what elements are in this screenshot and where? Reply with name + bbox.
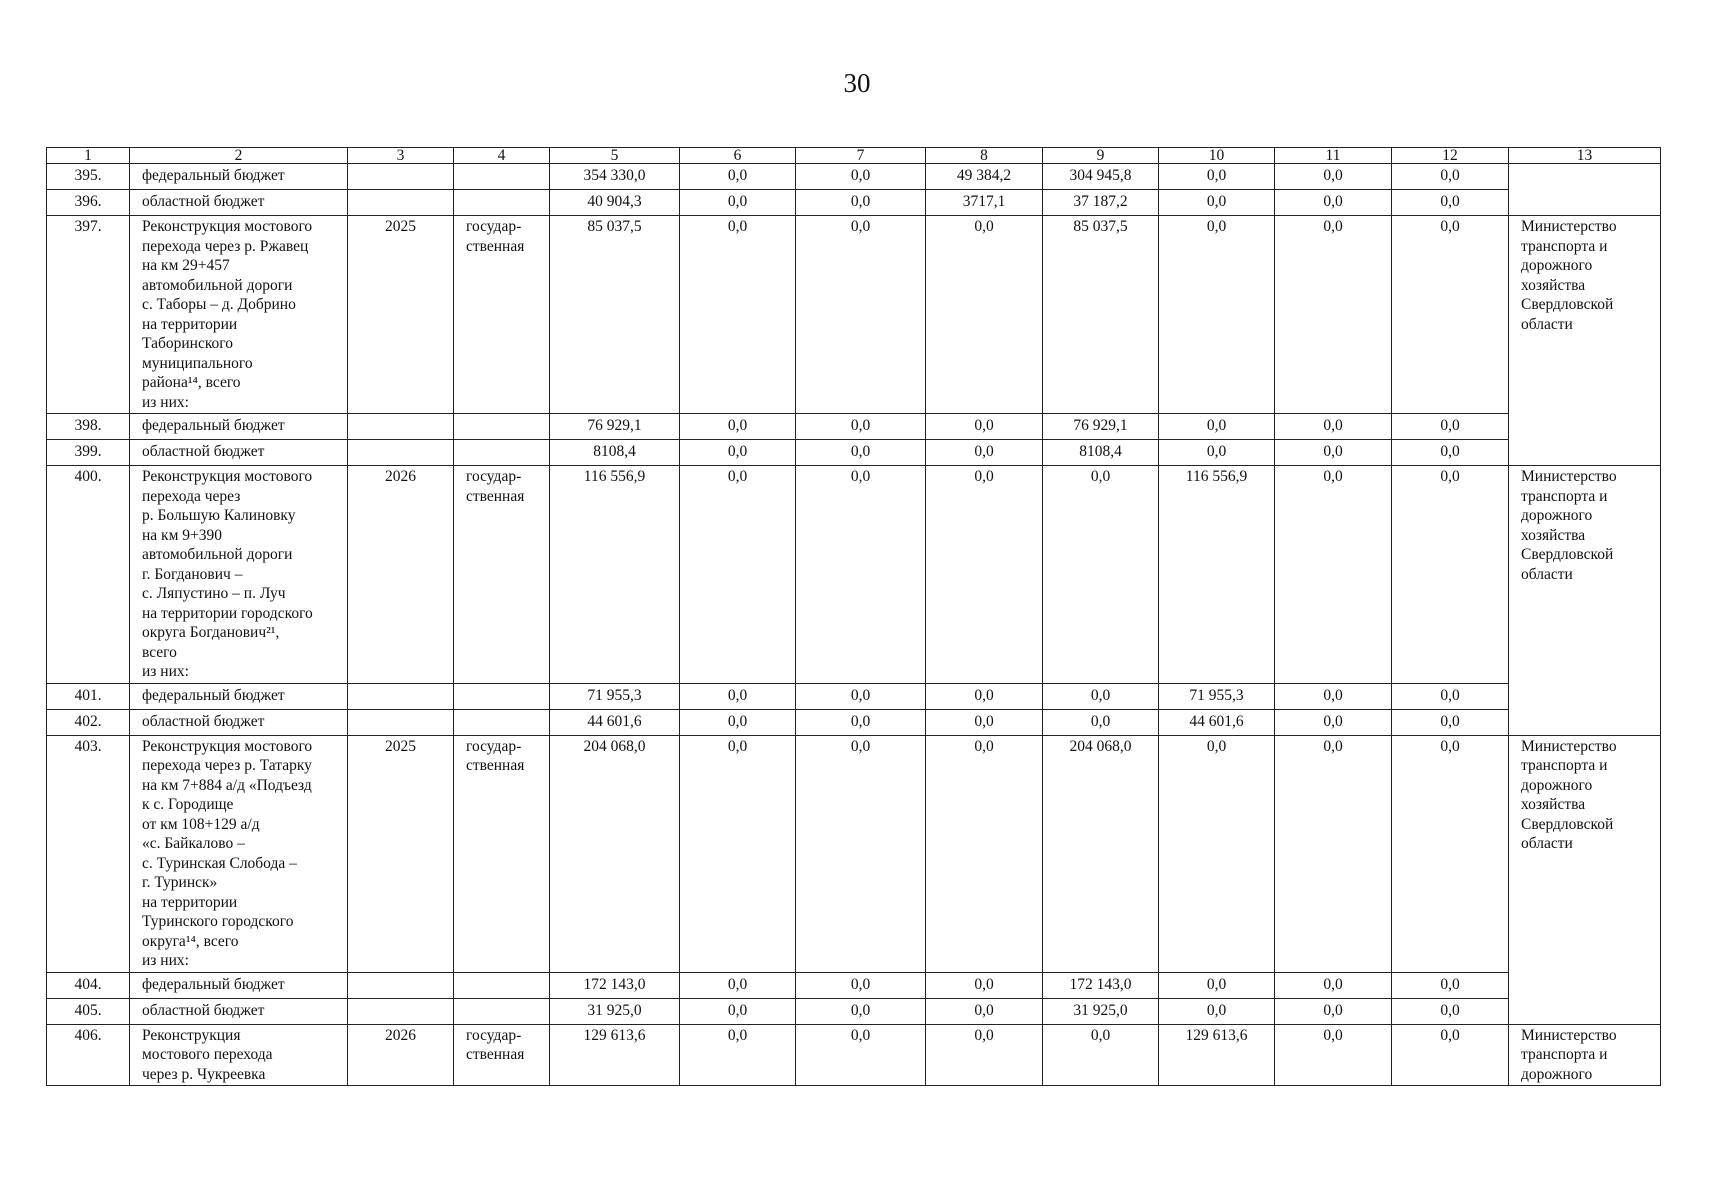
responsible-agency: Министерство транспорта и дорожного хозяйства Свердловской области xyxy=(1509,735,1661,1024)
value-cell: 0,0 xyxy=(680,735,796,972)
value-cell: 0,0 xyxy=(1392,440,1509,466)
value-cell: 0,0 xyxy=(1043,683,1159,709)
budget-table xyxy=(46,147,1661,1086)
value-cell: 0,0 xyxy=(796,216,926,414)
value-cell: 0,0 xyxy=(680,972,796,998)
row-type xyxy=(454,998,550,1024)
value-cell: 0,0 xyxy=(796,414,926,440)
value-cell: 76 929,1 xyxy=(550,414,680,440)
value-cell: 0,0 xyxy=(796,466,926,684)
value-cell: 0,0 xyxy=(926,709,1043,735)
value-cell: 172 143,0 xyxy=(550,972,680,998)
value-cell: 0,0 xyxy=(796,709,926,735)
row-name: федеральный бюджет xyxy=(130,683,348,709)
value-cell: 0,0 xyxy=(1392,164,1509,190)
row-name: областной бюджет xyxy=(130,709,348,735)
value-cell: 0,0 xyxy=(1392,1024,1509,1086)
value-cell: 71 955,3 xyxy=(1159,683,1275,709)
value-cell: 0,0 xyxy=(680,709,796,735)
row-number: 397. xyxy=(47,216,130,414)
value-cell: 0,0 xyxy=(796,1024,926,1086)
value-cell: 0,0 xyxy=(1392,972,1509,998)
value-cell: 0,0 xyxy=(1275,466,1392,684)
column-header: 11 xyxy=(1275,148,1392,164)
value-cell: 116 556,9 xyxy=(550,466,680,684)
value-cell: 0,0 xyxy=(1043,1024,1159,1086)
responsible-agency: Министерство транспорта и дорожного хозяйства Свердловской области xyxy=(1509,216,1661,466)
value-cell: 304 945,8 xyxy=(1043,164,1159,190)
value-cell: 85 037,5 xyxy=(550,216,680,414)
table-row xyxy=(47,998,1661,1024)
value-cell: 0,0 xyxy=(1392,216,1509,414)
row-name: Реконструкция мостового перехода через р. Большую Калиновку на км 9+390 автомобильной дороги г. Богданович – с. Ляпустино – п. Луч на территории городского округа Богданович²¹, всего из них: xyxy=(130,466,348,684)
column-header: 8 xyxy=(926,148,1043,164)
row-year xyxy=(348,709,454,735)
value-cell: 49 384,2 xyxy=(926,164,1043,190)
value-cell: 44 601,6 xyxy=(1159,709,1275,735)
value-cell: 0,0 xyxy=(680,164,796,190)
value-cell: 0,0 xyxy=(1159,164,1275,190)
value-cell: 8108,4 xyxy=(550,440,680,466)
responsible-agency: Министерство транспорта и дорожного хозяйства Свердловской области xyxy=(1509,466,1661,736)
row-year: 2026 xyxy=(348,466,454,684)
value-cell: 0,0 xyxy=(1392,466,1509,684)
value-cell: 0,0 xyxy=(680,414,796,440)
column-header: 3 xyxy=(348,148,454,164)
value-cell: 0,0 xyxy=(796,998,926,1024)
row-number: 404. xyxy=(47,972,130,998)
row-number: 400. xyxy=(47,466,130,684)
value-cell: 0,0 xyxy=(926,440,1043,466)
row-year xyxy=(348,164,454,190)
value-cell: 0,0 xyxy=(1275,190,1392,216)
value-cell: 0,0 xyxy=(1275,216,1392,414)
row-type xyxy=(454,440,550,466)
row-type xyxy=(454,683,550,709)
value-cell: 0,0 xyxy=(1275,972,1392,998)
row-type: государ- ственная xyxy=(454,216,550,414)
table-row xyxy=(47,683,1661,709)
value-cell: 0,0 xyxy=(1159,216,1275,414)
value-cell: 0,0 xyxy=(680,1024,796,1086)
value-cell: 0,0 xyxy=(1275,1024,1392,1086)
table-row xyxy=(47,1024,1661,1086)
column-header: 2 xyxy=(130,148,348,164)
value-cell: 0,0 xyxy=(680,683,796,709)
row-name: федеральный бюджет xyxy=(130,972,348,998)
row-number: 406. xyxy=(47,1024,130,1086)
column-header: 1 xyxy=(47,148,130,164)
value-cell: 44 601,6 xyxy=(550,709,680,735)
row-type: государ- ственная xyxy=(454,735,550,972)
table-row xyxy=(47,709,1661,735)
value-cell: 71 955,3 xyxy=(550,683,680,709)
value-cell: 129 613,6 xyxy=(550,1024,680,1086)
page-number: 30 xyxy=(843,68,871,98)
agency-cell-empty xyxy=(1509,164,1661,216)
row-type xyxy=(454,709,550,735)
value-cell: 40 904,3 xyxy=(550,190,680,216)
value-cell: 0,0 xyxy=(926,972,1043,998)
value-cell: 0,0 xyxy=(1159,414,1275,440)
value-cell: 8108,4 xyxy=(1043,440,1159,466)
row-number: 399. xyxy=(47,440,130,466)
column-header: 12 xyxy=(1392,148,1509,164)
column-header: 6 xyxy=(680,148,796,164)
value-cell: 31 925,0 xyxy=(1043,998,1159,1024)
value-cell: 0,0 xyxy=(680,998,796,1024)
row-number: 395. xyxy=(47,164,130,190)
value-cell: 0,0 xyxy=(680,190,796,216)
table-row xyxy=(47,414,1661,440)
row-year xyxy=(348,683,454,709)
value-cell: 0,0 xyxy=(926,683,1043,709)
row-type xyxy=(454,190,550,216)
value-cell: 0,0 xyxy=(926,466,1043,684)
value-cell: 0,0 xyxy=(926,1024,1043,1086)
value-cell: 0,0 xyxy=(1392,709,1509,735)
column-header: 7 xyxy=(796,148,926,164)
row-type xyxy=(454,414,550,440)
value-cell: 0,0 xyxy=(926,216,1043,414)
value-cell: 0,0 xyxy=(1275,414,1392,440)
table-row xyxy=(47,440,1661,466)
value-cell: 0,0 xyxy=(1275,164,1392,190)
value-cell: 0,0 xyxy=(1275,735,1392,972)
value-cell: 129 613,6 xyxy=(1159,1024,1275,1086)
row-year: 2025 xyxy=(348,216,454,414)
value-cell: 37 187,2 xyxy=(1043,190,1159,216)
row-type: государ- ственная xyxy=(454,466,550,684)
value-cell: 0,0 xyxy=(926,998,1043,1024)
value-cell: 204 068,0 xyxy=(550,735,680,972)
row-name: федеральный бюджет xyxy=(130,414,348,440)
column-number-row xyxy=(47,148,1661,164)
column-header: 5 xyxy=(550,148,680,164)
row-number: 403. xyxy=(47,735,130,972)
row-year xyxy=(348,998,454,1024)
value-cell: 0,0 xyxy=(926,735,1043,972)
value-cell: 0,0 xyxy=(1392,414,1509,440)
row-type xyxy=(454,164,550,190)
value-cell: 0,0 xyxy=(1159,440,1275,466)
value-cell: 0,0 xyxy=(1392,735,1509,972)
row-year xyxy=(348,190,454,216)
responsible-agency: Министерство транспорта и дорожного xyxy=(1509,1024,1661,1086)
row-name: областной бюджет xyxy=(130,190,348,216)
value-cell: 116 556,9 xyxy=(1159,466,1275,684)
value-cell: 0,0 xyxy=(796,683,926,709)
row-name: Реконструкция мостового перехода через р. Чукреевка xyxy=(130,1024,348,1086)
value-cell: 172 143,0 xyxy=(1043,972,1159,998)
value-cell: 0,0 xyxy=(680,466,796,684)
value-cell: 0,0 xyxy=(1392,190,1509,216)
row-number: 401. xyxy=(47,683,130,709)
value-cell: 0,0 xyxy=(1159,998,1275,1024)
value-cell: 0,0 xyxy=(1159,735,1275,972)
row-year xyxy=(348,414,454,440)
table-row xyxy=(47,216,1661,414)
column-header: 9 xyxy=(1043,148,1159,164)
row-year: 2026 xyxy=(348,1024,454,1086)
column-header: 10 xyxy=(1159,148,1275,164)
value-cell: 0,0 xyxy=(1275,998,1392,1024)
row-year: 2025 xyxy=(348,735,454,972)
value-cell: 0,0 xyxy=(1043,466,1159,684)
table-row xyxy=(47,466,1661,684)
value-cell: 0,0 xyxy=(796,164,926,190)
row-number: 398. xyxy=(47,414,130,440)
value-cell: 0,0 xyxy=(1275,683,1392,709)
row-number: 405. xyxy=(47,998,130,1024)
table-row xyxy=(47,735,1661,972)
value-cell: 31 925,0 xyxy=(550,998,680,1024)
column-header: 13 xyxy=(1509,148,1661,164)
value-cell: 0,0 xyxy=(1275,440,1392,466)
row-year xyxy=(348,972,454,998)
table-row xyxy=(47,972,1661,998)
row-number: 402. xyxy=(47,709,130,735)
value-cell: 0,0 xyxy=(680,216,796,414)
value-cell: 3717,1 xyxy=(926,190,1043,216)
value-cell: 204 068,0 xyxy=(1043,735,1159,972)
row-name: федеральный бюджет xyxy=(130,164,348,190)
value-cell: 354 330,0 xyxy=(550,164,680,190)
value-cell: 85 037,5 xyxy=(1043,216,1159,414)
row-year xyxy=(348,440,454,466)
row-name: Реконструкция мостового перехода через р. Ржавец на км 29+457 автомобильной дороги с. Таборы – д. Добрино на территории Таборинского муниципального района¹⁴, всего из них: xyxy=(130,216,348,414)
value-cell: 0,0 xyxy=(1392,683,1509,709)
value-cell: 76 929,1 xyxy=(1043,414,1159,440)
value-cell: 0,0 xyxy=(1159,972,1275,998)
value-cell: 0,0 xyxy=(796,972,926,998)
value-cell: 0,0 xyxy=(680,440,796,466)
row-number: 396. xyxy=(47,190,130,216)
value-cell: 0,0 xyxy=(1392,998,1509,1024)
row-type: государ- ственная xyxy=(454,1024,550,1086)
row-type xyxy=(454,972,550,998)
value-cell: 0,0 xyxy=(1275,709,1392,735)
value-cell: 0,0 xyxy=(1043,709,1159,735)
value-cell: 0,0 xyxy=(796,735,926,972)
value-cell: 0,0 xyxy=(1159,190,1275,216)
table-row xyxy=(47,190,1661,216)
value-cell: 0,0 xyxy=(796,440,926,466)
column-header: 4 xyxy=(454,148,550,164)
value-cell: 0,0 xyxy=(796,190,926,216)
row-name: областной бюджет xyxy=(130,998,348,1024)
row-name: Реконструкция мостового перехода через р. Татарку на км 7+884 а/д «Подъезд к с. Городище от км 108+129 а/д «с. Байкалово – с. Туринская Слобода – г. Туринск» на территории Туринского городского округа¹⁴, всего из них: xyxy=(130,735,348,972)
table-row xyxy=(47,164,1661,190)
row-name: областной бюджет xyxy=(130,440,348,466)
value-cell: 0,0 xyxy=(926,414,1043,440)
